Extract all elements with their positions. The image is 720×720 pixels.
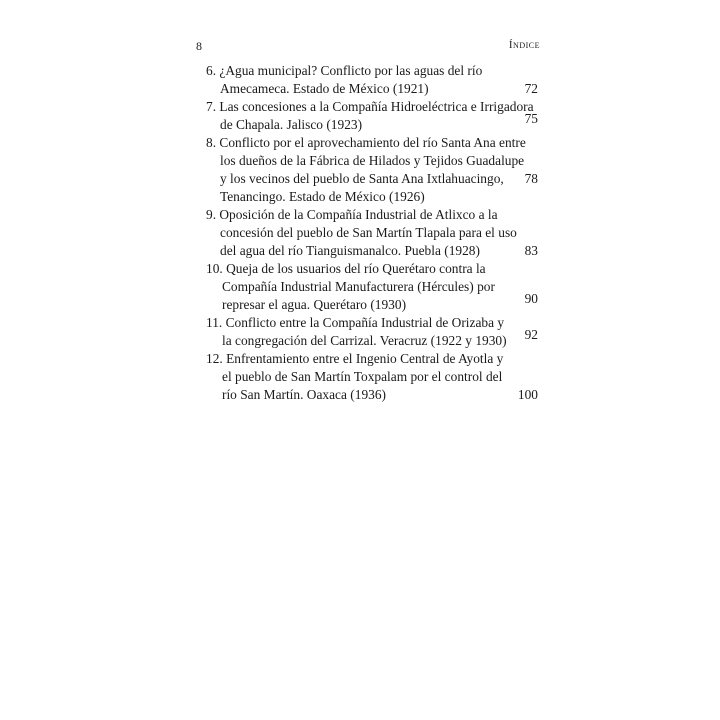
entry-9-line-3: del agua del río Tianguismanalco. Puebla (1928)	[220, 243, 480, 258]
entry-12-line-1: 12. Enfrentamiento entre el Ingenio Central de Ayotla y	[206, 351, 504, 366]
entry-12-line-2: el pueblo de San Martín Toxpalam por el control del	[222, 369, 503, 384]
entry-7-page: 75	[524, 111, 538, 126]
entry-11-line-2: la congregación del Carrizal. Veracruz (1922 y 1930)	[222, 333, 507, 348]
entry-7-line-2: de Chapala. Jalisco (1923)	[220, 117, 363, 132]
entry-10-line-3: represar el agua. Querétaro (1930)	[222, 297, 407, 312]
page-number: 8	[196, 39, 202, 53]
entry-11-page: 92	[524, 327, 538, 342]
entry-6-line-2: Amecameca. Estado de México (1921)	[220, 81, 429, 96]
entry-8-line-4: Tenancingo. Estado de México (1926)	[220, 189, 425, 204]
entry-8-page: 78	[524, 171, 538, 186]
entry-9-page: 83	[524, 243, 538, 258]
entry-7-line-1: 7. Las concesiones a la Compañía Hidroeléctrica e Irrigadora	[206, 99, 534, 114]
entry-9-line-1: 9. Oposición de la Compañía Industrial de Atlixco a la	[206, 207, 498, 222]
entry-6-page: 72	[524, 81, 538, 96]
entry-8-line-1: 8. Conflicto por el aprovechamiento del río Santa Ana entre	[206, 135, 526, 150]
running-head: Índice	[508, 39, 540, 51]
entry-10-line-2: Compañía Industrial Manufacturera (Hércules) por	[222, 279, 495, 294]
entry-6-line-1: 6. ¿Agua municipal? Conflicto por las aguas del río	[206, 63, 483, 78]
entry-10-page: 90	[524, 291, 538, 306]
entry-10-line-1: 10. Queja de los usuarios del río Querétaro contra la	[206, 261, 486, 276]
entry-12-line-3: río San Martín. Oaxaca (1936)	[222, 387, 386, 402]
entry-8-line-3: y los vecinos del pueblo de Santa Ana Ixtlahuacingo,	[220, 171, 504, 186]
entry-8-line-2: los dueños de la Fábrica de Hilados y Tejidos Guadalupe	[220, 153, 525, 168]
entry-12-page: 100	[517, 387, 538, 402]
entry-9-line-2: concesión del pueblo de San Martín Tlapala para el uso	[220, 225, 517, 240]
entry-11-line-1: 11. Conflicto entre la Compañía Industrial de Orizaba y	[206, 315, 505, 330]
